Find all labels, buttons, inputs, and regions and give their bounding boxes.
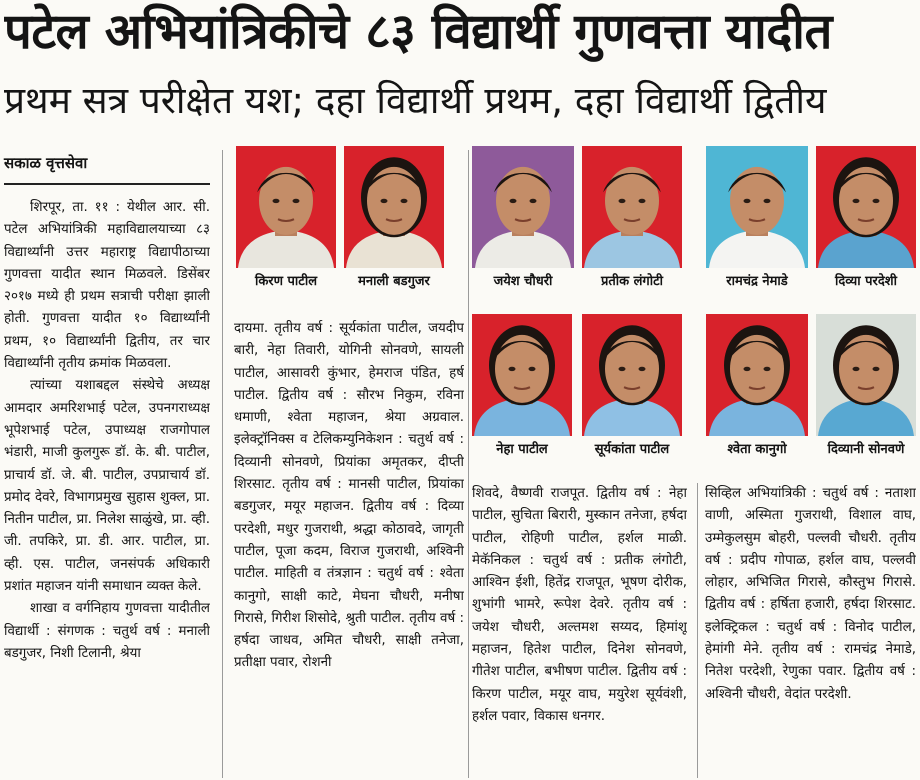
portrait-photo <box>816 146 916 268</box>
byline-rule <box>4 183 210 185</box>
portrait-photo <box>582 146 682 268</box>
portrait-photo <box>472 146 574 268</box>
portrait-photo <box>344 146 444 268</box>
article-paragraph: सिव्हिल अभियांत्रिकी : चतुर्थ वर्ष : नताशा वाणी, अस्मिता गुजराथी, विशाल वाघ, उम्मेकुलसुम बोहरी, पल्लवी चौधरी. तृतीय वर्ष : प्रदीप गोपाळ, हर्शल वाघ, पल्लवी लोहार, अभिजित गिरासे, कौस्तुभ गिरासे. द्वितीय वर्ष : हर्षिता हजारी, हर्षदा शिरसाट. इलेक्ट्रिकल : चतुर्थ वर्ष : विनोद पाटील, हेमांगी मेने. तृतीय वर्ष : रामचंद्र नेमाडे, नितेश परदेशी, रेणुका पवार. द्वितीय वर्ष : अश्विनी चौधरी, वेदांत परदेशी. <box>705 486 916 702</box>
photo-caption: सूर्यकांता पाटील <box>594 442 670 457</box>
article-paragraph: त्यांच्या यशाबद्दल संस्थेचे अध्यक्ष आमदार अमरिशभाई पटेल, उपनगराध्यक्ष भूपेशभाई पटेल, उपाध्यक्ष राजगोपाल भंडारी, माजी कुलगुरू डॉ. के. बी. पाटील, प्राचार्य डॉ. जे. बी. पाटील, उपप्राचार्य डॉ. प्रमोद देवरे, विभागप्रमुख सुहास शुक्ल, प्रा. नितीन पाटील, प्रा. निलेश साळुंखे, प्रा. व्ही. जी. तपकिरे, प्रा. डी. आर. पाटील, प्रा. व्ही. एस. पाटील, जनसंपर्क अधिकारी प्रशांत महाजन यांनी समाधान व्यक्त केले. <box>4 378 210 595</box>
portrait-photo <box>236 146 336 268</box>
photo-caption: रामचंद्र नेमाडे <box>726 274 788 289</box>
headline: पटेल अभियांत्रिकीचे ८३ विद्यार्थी गुणवत्ता यादीत <box>4 3 832 60</box>
portrait-photo <box>582 314 682 436</box>
article-paragraph: शिरपूर, ता. ११ : येथील आर. सी. पटेल अभियांत्रिकी महाविद्यालयाच्या ८३ विद्यार्थ्यांनी उत्तर महाराष्ट्र विद्यापीठाच्या गुणवत्ता यादीत स्थान मिळवले. डिसेंबर २०१७ मध्ये ही प्रथम सत्राची परीक्षा झाली होती. गुणवत्ता यादीत १० विद्यार्थ्यांनी प्रथम, १० विद्यार्थ्यांनी द्वितीय, तर चार विद्यार्थ्यांनी तृतीय क्रमांक मिळवला. <box>4 200 210 372</box>
column-divider <box>697 483 698 778</box>
article-column-1 <box>4 197 210 777</box>
article-column-3 <box>472 483 687 778</box>
byline: सकाळ वृत्तसेवा <box>4 154 88 172</box>
photo-caption: मनाली बडगुजर <box>358 274 430 289</box>
column-divider <box>468 150 469 778</box>
article-paragraph: शिवदे, वैष्णवी राजपूत. द्वितीय वर्ष : नेहा पाटील, सुचिता बिरारी, मुस्कान तनेजा, हर्षदा पाटील, रोहिणी पाटील, हर्शल माळी. मेकॅनिकल : चतुर्थ वर्ष : प्रतीक लंगोटी, आश्विन ईशी, हितेंद्र राजपूत, भूषण दोरीक, शुभांगी भामरे, रूपेश देवरे. तृतीय वर्ष : जयेश चौधरी, अल्तमश सय्यद, हिमांशू महाजन, हितेश पाटील, दिनेश सोनवणे, गीतेश पाटील, बभीषण पाटील. द्वितीय वर्ष : किरण पाटील, मयूर वाघ, मयुरेश सूर्यवंशी, हर्शल पवार, विकास धनगर. <box>472 486 687 724</box>
photo-caption: प्रतीक लंगोटी <box>600 274 664 289</box>
article-column-2 <box>234 318 464 778</box>
subheadline: प्रथम सत्र परीक्षेत यश; दहा विद्यार्थी प्रथम, दहा विद्यार्थी द्वितीय <box>4 79 827 122</box>
photo-caption: दिव्या परदेशी <box>835 274 897 289</box>
column-divider <box>222 150 223 778</box>
article-paragraph: दायमा. तृतीय वर्ष : सूर्यकांता पाटील, जयदीप बारी, नेहा तिवारी, योगिनी सोनवणे, सायली पाटील, आसावरी कुंभार, हेमराज पंडित, हर्ष पाटील. द्वितीय वर्ष : सौरभ निकुम, रविना धमाणी, श्वेता महाजन, श्रेया अग्रवाल. इलेक्ट्रॉनिक्स व टेलिकम्युनिकेशन : चतुर्थ वर्ष : दिव्यानी सोनवणे, प्रियांका अमृतकर, दीप्ती शिरसाट. तृतीय वर्ष : मानसी पाटील, प्रियांका बडगुजर, मयूर महाजन. द्वितीय वर्ष : दिव्या परदेशी, मधुर गुजराथी, श्रद्धा कोठावदे, जागृती पाटील, पूजा कदम, विराज गुजराथी, अश्विनी पाटील. माहिती व तंत्रज्ञान : चतुर्थ वर्ष : श्वेता कानुगो, साक्षी काटे, मेघना चौधरी, मनीषा गिरासे, गिरीश शिसोदे, श्रुती पाटील. तृतीय वर्ष : हर्षदा जाधव, अमित चौधरी, साक्षी तनेजा, प्रतीक्षा पवार, रोशनी <box>234 321 464 671</box>
article-column-4 <box>705 483 916 778</box>
photo-caption: श्वेता कानुगो <box>727 442 787 457</box>
article-paragraph: शाखा व वर्गनिहाय गुणवत्ता यादीतील विद्यार्थी : संगणक : चतुर्थ वर्ष : मनाली बडगुजर, निशी टिलानी, श्रेया <box>4 601 210 661</box>
photo-caption: जयेश चौधरी <box>493 274 553 289</box>
photo-caption: किरण पाटील <box>254 274 318 289</box>
portrait-photo <box>706 314 808 436</box>
portrait-photo <box>816 314 916 436</box>
portrait-photo <box>472 314 572 436</box>
photo-caption: दिव्यानी सोनवणे <box>827 442 905 457</box>
portrait-photo <box>706 146 808 268</box>
photo-caption: नेहा पाटील <box>496 442 548 457</box>
